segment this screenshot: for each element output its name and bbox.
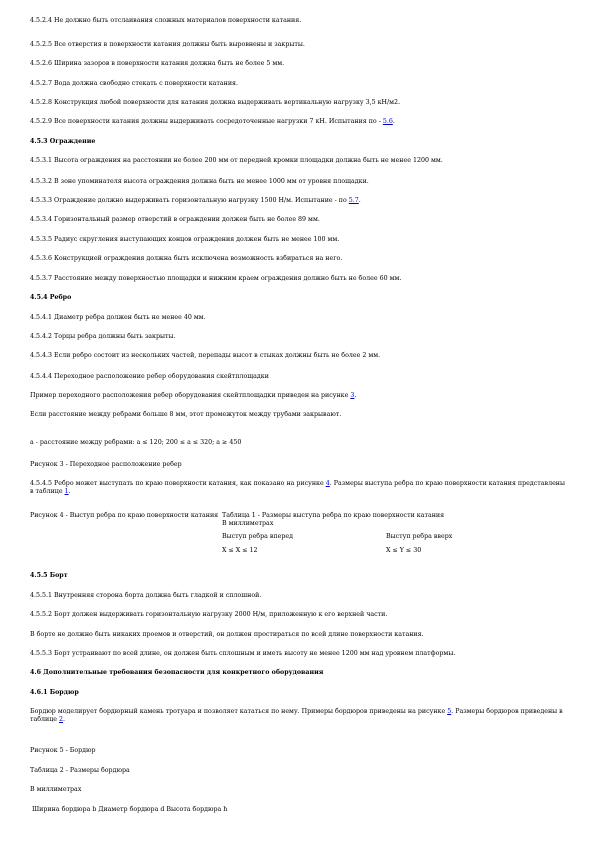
example-paragraph: Пример переходного расположения ребер оборудования скейтплощадки приведен на рисунке 3. [30,392,357,399]
ref-5-7-link[interactable]: 5.7 [348,197,359,204]
clause-4-5-3-4: 4.5.3.4 Горизонтальный размер отверстий в ограждении должен быть не более 89 мм. [30,216,320,223]
table-1-header-up: Выступ ребра вверх [386,533,453,540]
clause-4-5-4-2: 4.5.4.2 Торцы ребра должны быть закрыты. [30,333,176,340]
figure-5-caption: Рисунок 5 - Бордюр [30,747,96,754]
clause-4-5-4-5: 4.5.4.5 Ребро может выступать по краю поверхности катания, как показано на рисунке 4. Размеры выступа ребра по краю поверхности катания представлены в таблице 1. [30,480,566,495]
clause-4-5-5-2: 4.5.5.2 Борт должен выдерживать горизонтальную нагрузку 2000 Н/м, приложенную к его верхней части. [30,611,388,618]
table-1-value-forward: X ≤ X ≤ 12 [222,547,258,554]
clause-4-5-3-6: 4.5.3.6 Конструкцией ограждения должна быть исключена возможность взбираться на него. [30,255,343,262]
table-1-units: В миллиметрах [222,520,274,527]
figure-3-legend: a - расстояние между ребрами: a ≤ 120; 200 ≤ a ≤ 320; a ≥ 450 [30,439,242,446]
figure-3-caption: Рисунок 3 - Переходное расположение ребер [30,461,182,468]
clause-4-5-5-1: 4.5.5.1 Внутренняя сторона борта должна быть гладкой и сплошной. [30,592,262,599]
clause-4-5-4-3: 4.5.4.3 Если ребро состоит из нескольких частей, перепады высот в стыках должны быть не более 2 мм. [30,352,381,359]
clause-4-5-4-4: 4.5.4.4 Переходное расположение ребер оборудования скейтплощадки [30,373,269,380]
figure-4-caption: Рисунок 4 - Выступ ребра по краю поверхности катания [30,512,219,519]
clause-4-5-3-3: 4.5.3.3 Ограждение должно выдерживать горизонтальную нагрузку 1500 Н/м. Испытание - по 5.7. [30,197,361,204]
curb-paragraph: Бордюр моделирует бордюрный камень тротуара и позволяет кататься по нему. Примеры бордюров приведены на рисунке 5. Размеры бордюров приведены в таблице 2. [30,708,563,723]
table-1-header-forward: Выступ ребра вперед [222,533,293,540]
clause-4-5-3-7: 4.5.3.7 Расстояние между поверхностью площадки и нижним краем ограждения должно быть не более 60 мм. [30,275,402,282]
clause-4-5-2-8: 4.5.2.8 Конструкция любой поверхности для катания должна выдерживать вертикальную нагрузку 3,5 кН/м2. [30,99,401,106]
section-heading-4-5-3: 4.5.3 Ограждение [30,138,96,145]
section-heading-4-6-1: 4.6.1 Бордюр [30,689,79,696]
section-heading-4-6: 4.6 Дополнительные требования безопасности для конкретного оборудования [30,669,324,676]
ref-table-1-link[interactable]: 1 [64,488,69,495]
clause-4-5-3-5: 4.5.3.5 Радиус скругления выступающих концов ограждения должен быть не менее 100 мм. [30,236,340,243]
ref-5-6-link[interactable]: 5.6 [382,118,393,125]
ref-table-2-link[interactable]: 2 [59,716,64,723]
board-paragraph: В борте не должно быть никаких проемов и отверстий, он должен простираться по всей длине поверхности катания. [30,631,424,638]
clause-4-5-2-4: 4.5.2.4 Не должно быть отслаивания сложных материалов поверхности катания. [30,17,302,24]
clause-4-5-2-9: 4.5.2.9 Все поверхности катания должны выдерживать сосредоточенные нагрузки 7 кН. Испытания по - 5.6. [30,118,395,125]
clause-4-5-3-2: 4.5.3.2 В зоне упоминателя высота ограждения должна быть не менее 1000 мм от уровня площадки. [30,178,369,185]
table-2-units: В миллиметрах [30,786,82,793]
section-heading-4-5-4: 4.5.4 Ребро [30,294,72,301]
clause-4-5-2-6: 4.5.2.6 Ширина зазоров в поверхности катания должна быть не более 5 мм. [30,60,285,67]
clause-4-5-5-3: 4.5.5.3 Борт устраивают по всей длине, он должен быть сплошным и иметь высоту не менее 1200 мм над уровнем платформы. [30,650,456,657]
clause-4-5-4-1: 4.5.4.1 Диаметр ребра должен быть не менее 40 мм. [30,314,206,321]
clause-4-5-3-1: 4.5.3.1 Высота ограждения на расстоянии не более 200 мм от передней кромки площадки должна быть не менее 1200 мм. [30,157,443,164]
clause-4-5-2-5: 4.5.2.5 Все отверстия в поверхности катания должны быть выровнены и закрыты. [30,41,305,48]
table-2-header-row: Ширина бордюра b Диаметр бордюра d Высота бордюра h [32,806,228,813]
table-1-value-up: X ≤ Y ≤ 30 [386,547,422,554]
table-1-title: Таблица 1 - Размеры выступа ребра по краю поверхности катания [222,512,445,519]
clause-4-5-2-7: 4.5.2.7 Вода должна свободно стекать с поверхности катания. [30,80,239,87]
ref-figure-4-link[interactable]: 4 [325,480,330,487]
table-2-title: Таблица 2 - Размеры бордюра [30,767,130,774]
ref-figure-3-link[interactable]: 3 [350,392,355,399]
ref-figure-5-link[interactable]: 5 [447,708,452,715]
section-heading-4-5-5: 4.5.5 Борт [30,572,68,579]
gap-paragraph: Если расстояние между ребрами больше 8 мм, этот промежуток между трубами закрывают. [30,411,342,418]
